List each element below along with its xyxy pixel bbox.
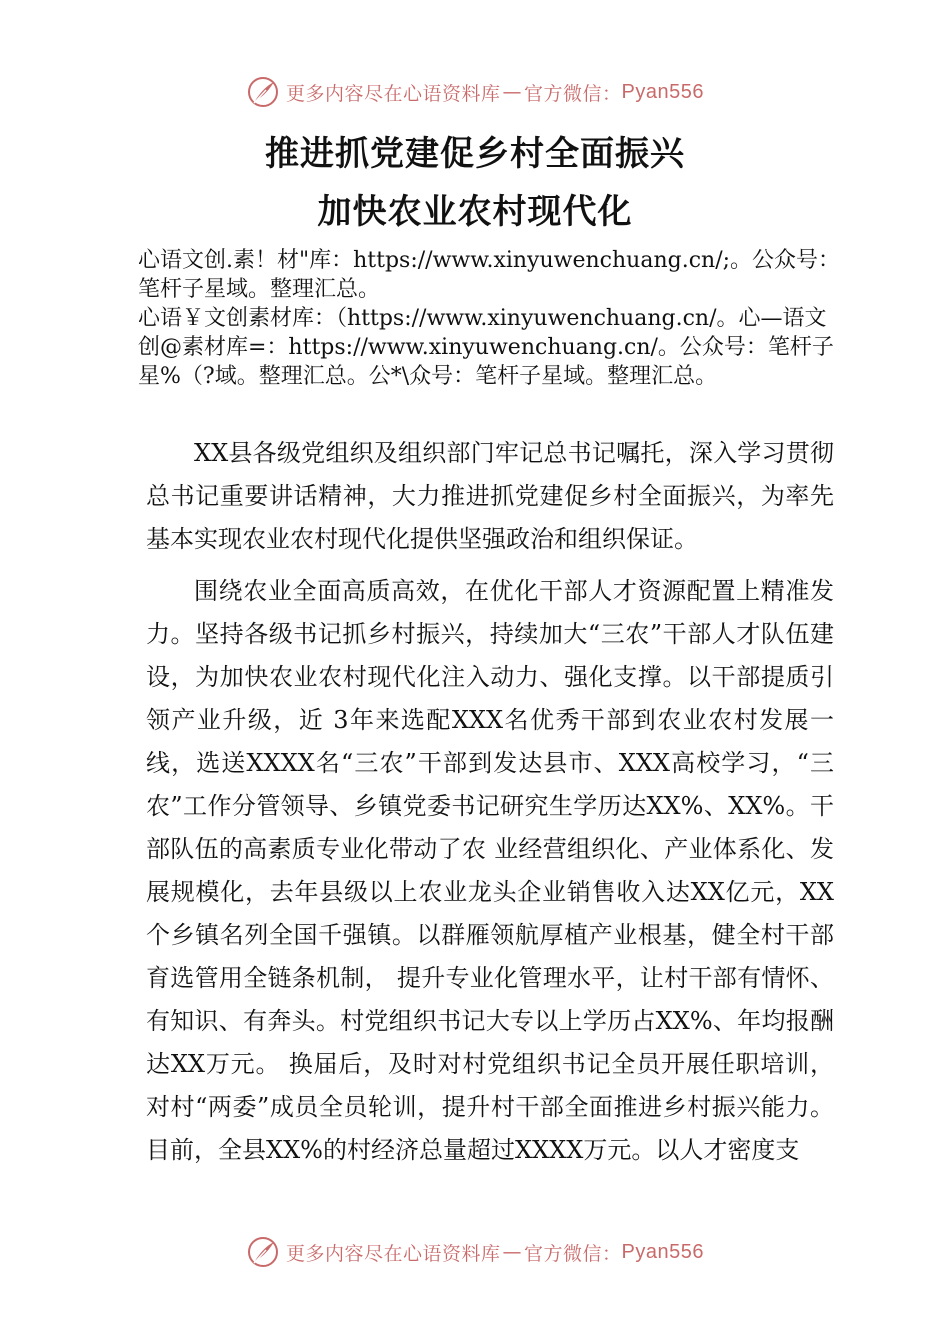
- watermark-text: 更多内容尽在心语资料库: [286, 1242, 501, 1265]
- body-paragraph: 围绕农业全面高质高效，在优化干部人才资源配置上精准发力。坚持各级书记抓乡村振兴，持续加大“三农”干部人才队伍建设，为加快农业农村现代化注入动力、强化支撑。以干部提质引领产业升级，近 3年来选配XXX名优秀干部到农业农村发展一线，选送XXXX名“三农”干部到发达县市、XXX高校学习，“三农”工作分管领导、乡镇党委书记研究生学历达XX%、XX%。干部队伍的高素质专业化带动了农 业经营组织化、产业体系化、发展规模化，去年县级以上农业龙头企业销售收入达XX亿元，XX个乡镇名列全国千强镇。以群雁领航厚植产业根基，健全村干部育选管用全链条机制， 提升专业化管理水平，让村干部有情怀、有知识、有奔头。村党组织书记大专以上学历占XX%、年均报酬达XX万元。 换届后，及时对村党组织书记全员开展任职培训，对村“两委”成员全员轮训，提升村干部全面推进乡村振兴能力。目前，全县XX%的村经济总量超过XXXX万元。以人才密度支: [146, 577, 834, 1164]
- watermark-wechat-label: 官方微信：: [524, 82, 622, 105]
- watermark-separator: —: [502, 1241, 523, 1263]
- watermark-separator: —: [502, 81, 523, 103]
- document-title-line2: 加快农业农村现代化: [317, 192, 633, 232]
- watermark-wechat-id: Pyan556: [621, 1240, 704, 1263]
- document-title-line1: 推进抓党建促乡村全面振兴: [265, 134, 685, 174]
- source-notes: [138, 246, 844, 391]
- watermark-banner-bottom: [0, 1230, 950, 1274]
- feather-logo-icon: [246, 75, 280, 109]
- watermark-banner-top: [0, 70, 950, 114]
- document-body: [146, 432, 834, 1181]
- watermark-wechat-id: Pyan556: [621, 80, 704, 103]
- feather-logo-icon: [246, 1235, 280, 1269]
- source-line: 心语文创.素！材"库：https://www.xinyuwenchuang.cn/;。公众号：笔杆子星域。整理汇总。: [138, 248, 841, 302]
- watermark-text: 更多内容尽在心语资料库: [286, 82, 501, 105]
- watermark-wechat-label: 官方微信：: [524, 1242, 622, 1265]
- body-paragraph: XX县各级党组织及组织部门牢记总书记嘱托，深入学习贯彻总书记重要讲话精神，大力推进抓党建促乡村全面振兴，为率先基本实现农业农村现代化提供坚强政治和组织保证。: [146, 439, 834, 553]
- source-line: 心语￥文创素材库：（https://www.xinyuwenchuang.cn/。心—语文创@素材库=：https://www.xinyuwenchuang.cn/。公众号：笔杆子星%（?域。整理汇总。公*\众号：笔杆子星域。整理汇总。: [138, 306, 834, 389]
